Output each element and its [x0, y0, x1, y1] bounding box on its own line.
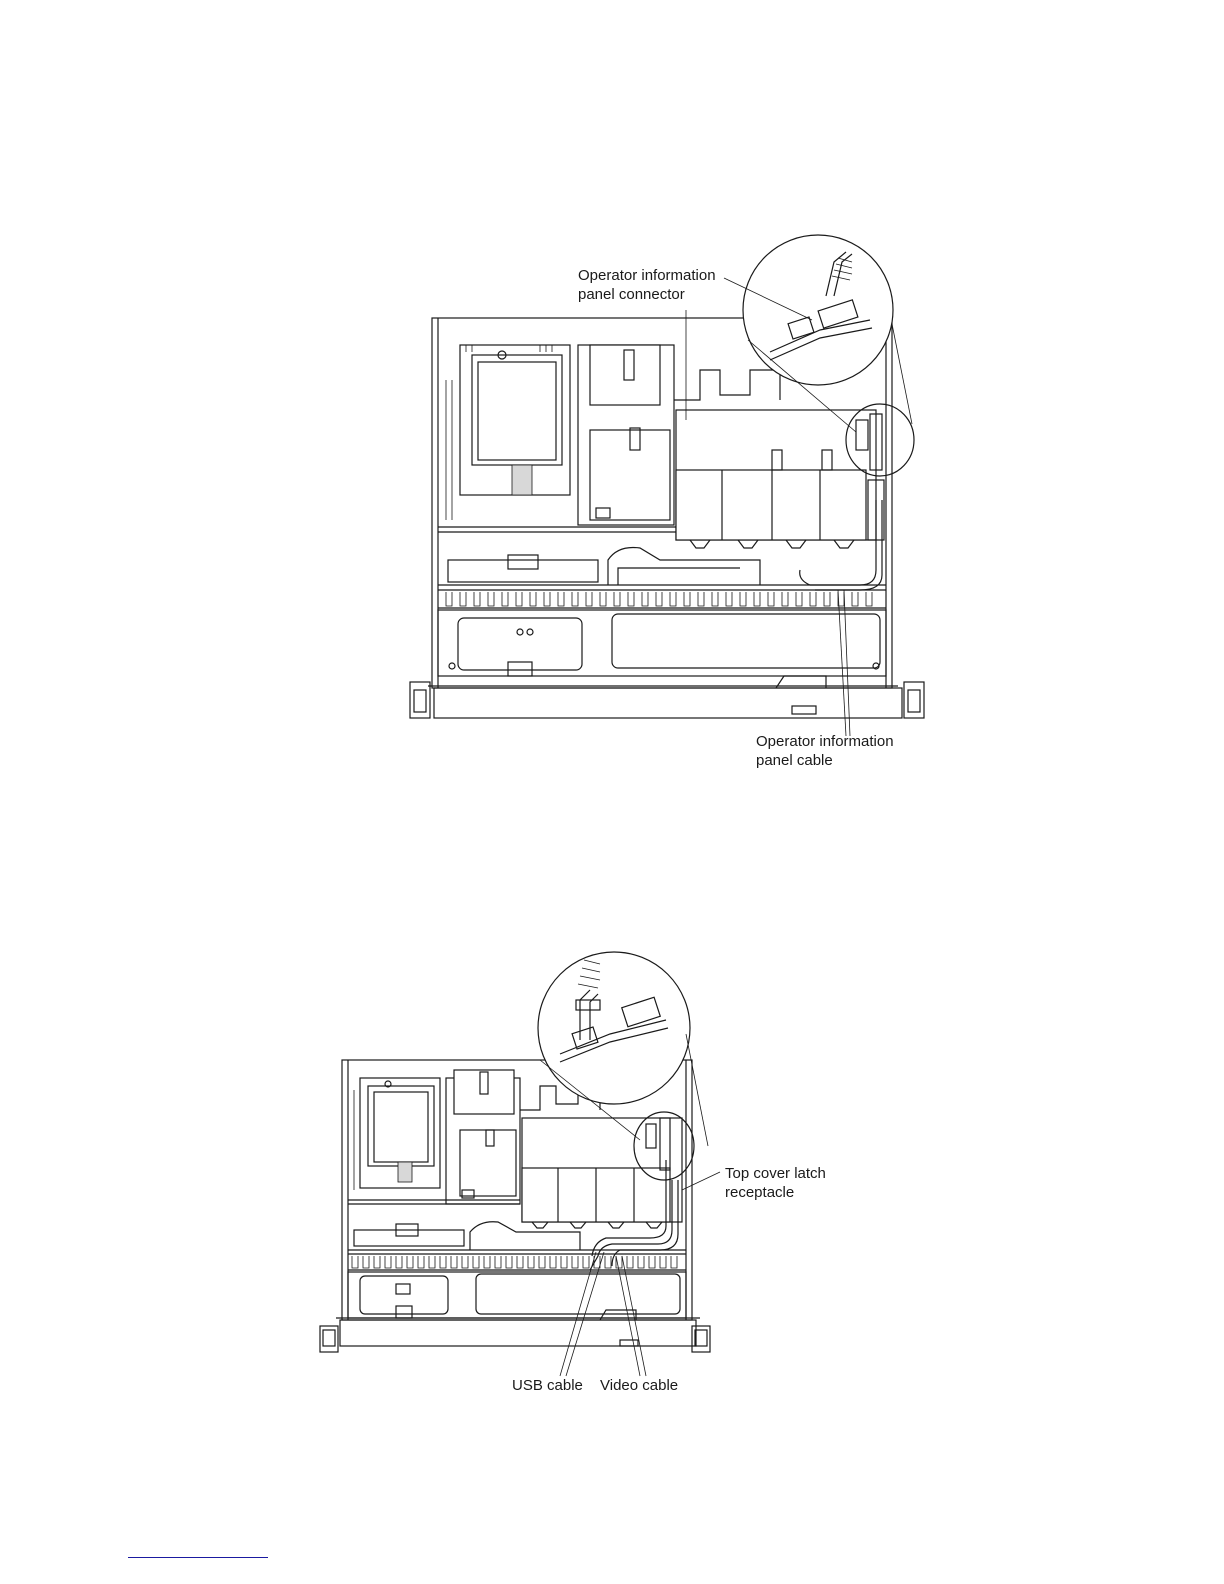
callout-opc-cable: Operator information panel cable — [756, 733, 894, 769]
footer-rule — [128, 1557, 268, 1558]
callout-top-cover-latch: Top cover latch receptacle — [725, 1165, 826, 1201]
callout-video-cable: Video cable — [600, 1377, 679, 1394]
callout-usb-cable: USB cable — [512, 1377, 583, 1394]
callout-opc-connector: Operator information panel connector — [578, 267, 716, 303]
